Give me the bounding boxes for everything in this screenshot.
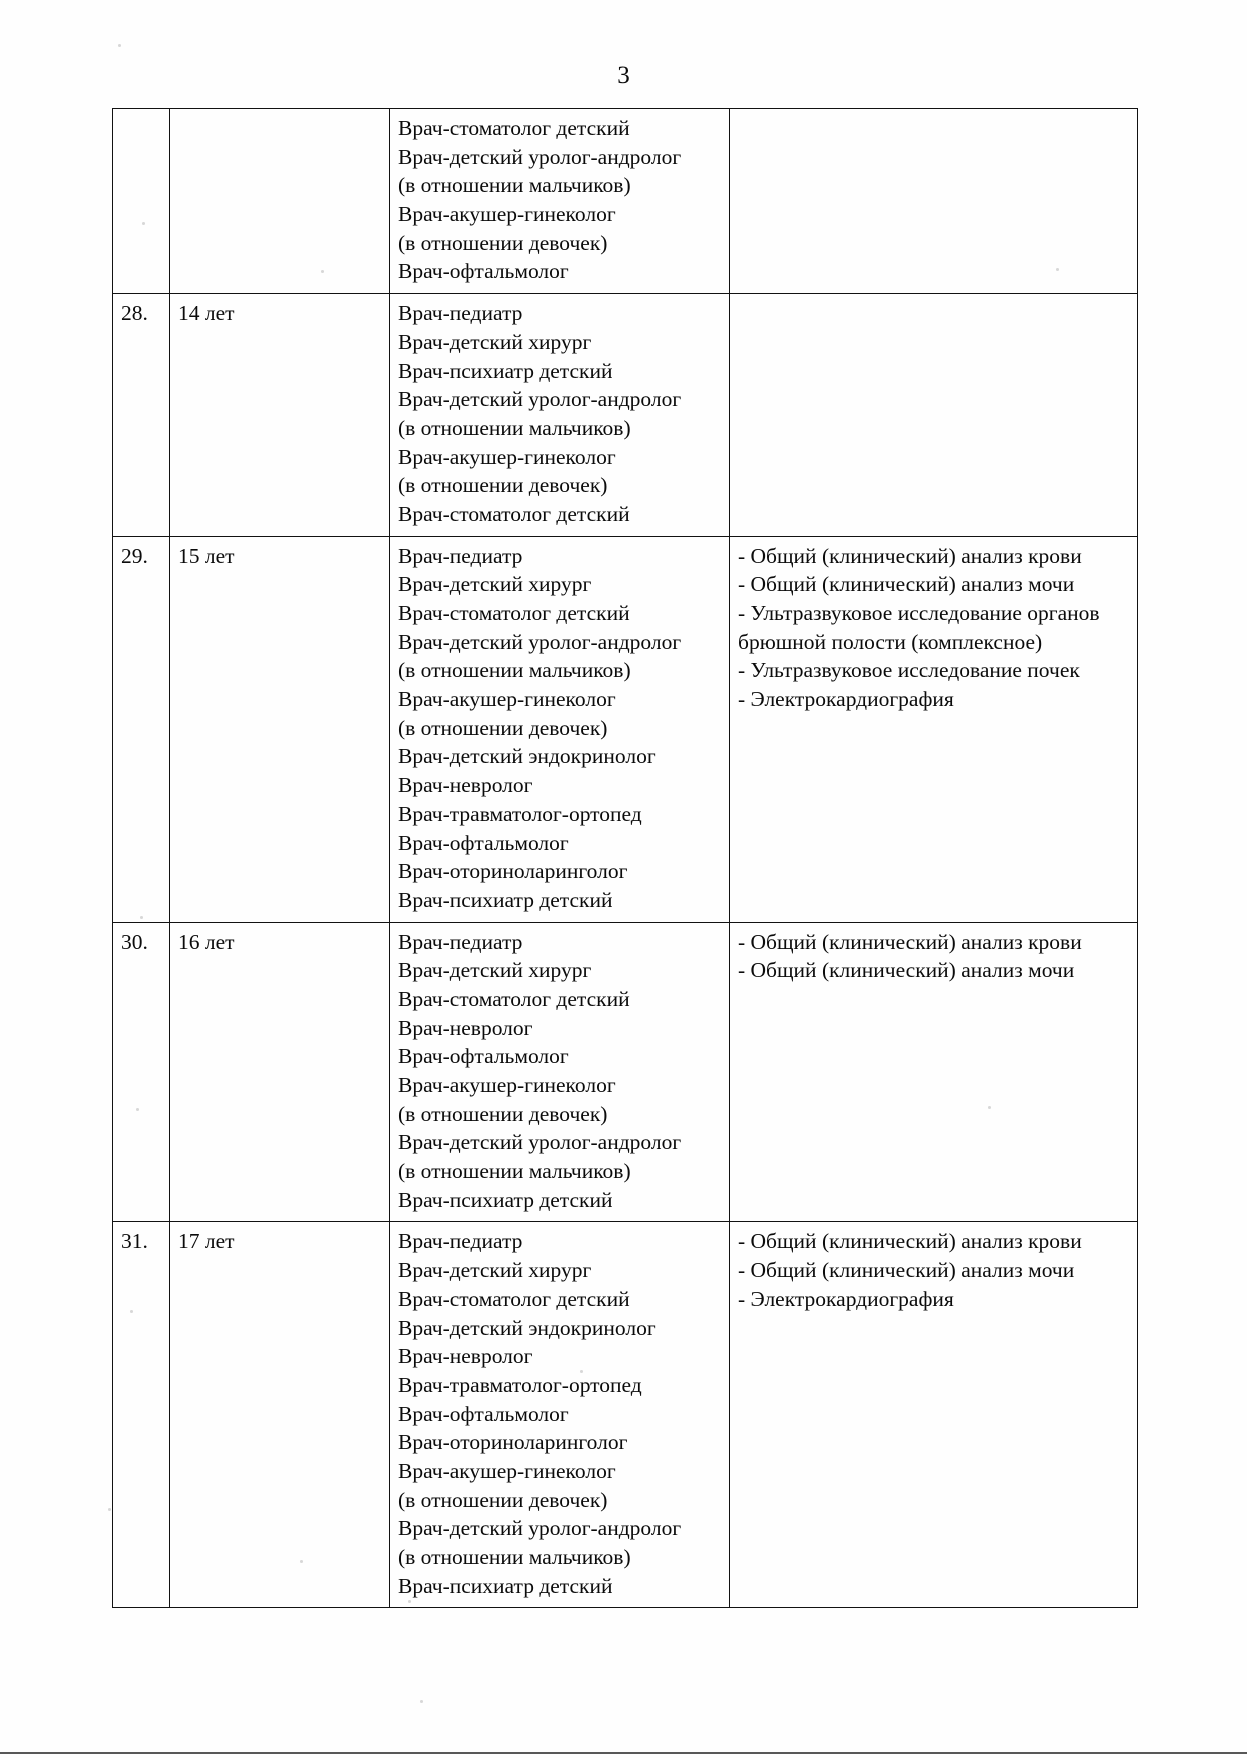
row-labs-cell [730, 1222, 1138, 1608]
specialist-line: (в отношении мальчиков) [398, 173, 631, 198]
specialist-line: Врач-детский уролог-андролог [398, 629, 682, 654]
specialist-line: Врач-детский эндокринолог [398, 1315, 656, 1340]
row-specialists-cell [390, 536, 730, 922]
specialist-line: Врач-невролог [398, 1015, 533, 1040]
scan-speck [140, 916, 143, 919]
lab-line: - Общий (клинический) анализ крови [738, 1229, 1082, 1254]
row-number-cell [113, 109, 170, 294]
scan-speck [118, 44, 121, 47]
specialist-line: (в отношении девочек) [398, 473, 608, 498]
table-row [113, 922, 1138, 1222]
row-age-cell: 15 лет [170, 536, 390, 922]
scan-speck [300, 1560, 303, 1563]
lab-line: - Общий (клинический) анализ мочи [738, 1258, 1075, 1283]
specialist-line: Врач-детский хирург [398, 329, 592, 354]
scan-speck [408, 1600, 411, 1603]
specialist-line: Врач-стоматолог детский [398, 116, 630, 140]
row-age-cell: 14 лет [170, 294, 390, 537]
specialist-line: Врач-травматолог-ортопед [398, 801, 642, 826]
scan-speck [108, 1508, 111, 1511]
row-number-cell: 28. [113, 294, 170, 537]
scan-speck [142, 222, 145, 225]
specialist-line: Врач-акушер-гинеколог [398, 1458, 616, 1483]
specialist-line: Врач-психиатр детский [398, 887, 613, 912]
schedule-table [112, 108, 1138, 1608]
specialist-line: (в отношении мальчиков) [398, 1159, 631, 1184]
specialist-line: Врач-детский хирург [398, 1258, 592, 1283]
page-number: 3 [617, 62, 630, 89]
specialist-line: Врач-детский хирург [398, 958, 592, 983]
row-labs-cell [730, 536, 1138, 922]
specialist-line: Врач-педиатр [398, 1229, 523, 1254]
row-number-cell: 30. [113, 922, 170, 1222]
specialist-line: Врач-педиатр [398, 543, 523, 568]
row-labs-cell [730, 294, 1138, 537]
specialist-line: Врач-стоматолог детский [398, 1286, 630, 1311]
specialist-line: Врач-стоматолог детский [398, 986, 630, 1011]
row-age-cell [170, 109, 390, 294]
specialist-line: Врач-стоматолог детский [398, 601, 630, 625]
specialist-line: Врач-детский уролог-андролог [398, 387, 682, 412]
scan-speck [130, 1310, 133, 1313]
row-specialists-cell [390, 1222, 730, 1608]
row-number-cell: 31. [113, 1222, 170, 1608]
specialist-line: (в отношении мальчиков) [398, 415, 631, 440]
specialist-line: Врач-оториноларинголог [398, 1430, 628, 1455]
specialist-line: (в отношении девочек) [398, 1487, 608, 1512]
specialist-line: (в отношении девочек) [398, 230, 608, 255]
lab-line: - Ультразвуковое исследование почек [738, 658, 1080, 683]
specialist-line: Врач-офтальмолог [398, 1401, 569, 1426]
row-age-cell: 17 лет [170, 1222, 390, 1608]
specialist-line: Врач-стоматолог детский [398, 501, 630, 526]
specialist-line: Врач-невролог [398, 773, 533, 798]
scan-speck [1056, 268, 1059, 271]
lab-line: - Ультразвуковое исследование органов брюшной полости (комплексное) [738, 601, 1100, 654]
row-specialists-cell [390, 294, 730, 537]
specialist-line: Врач-детский хирург [398, 572, 592, 597]
row-specialists-cell [390, 109, 730, 294]
scan-speck [420, 1700, 423, 1703]
specialist-line: Врач-психиатр детский [398, 1187, 613, 1212]
specialist-line: (в отношении мальчиков) [398, 658, 631, 683]
specialist-line: Врач-детский уролог-андролог [398, 1130, 682, 1155]
specialist-line: Врач-оториноларинголог [398, 859, 628, 884]
specialist-line: Врач-психиатр детский [398, 1573, 613, 1598]
table-body [113, 109, 1138, 1608]
lab-line: - Общий (клинический) анализ крови [738, 543, 1082, 568]
scan-speck [988, 1106, 991, 1109]
specialist-line: (в отношении девочек) [398, 715, 608, 740]
specialist-line: Врач-педиатр [398, 929, 523, 954]
specialist-line: Врач-психиатр детский [398, 358, 613, 383]
specialist-line: Врач-акушер-гинеколог [398, 444, 616, 469]
specialist-line: Врач-невролог [398, 1344, 533, 1369]
lab-line: - Общий (клинический) анализ мочи [738, 958, 1075, 983]
specialist-line: Врач-акушер-гинеколог [398, 687, 616, 712]
scan-speck [321, 270, 324, 273]
specialist-line: (в отношении девочек) [398, 1101, 608, 1126]
specialist-line: Врач-офтальмолог [398, 1044, 569, 1069]
table-row [113, 536, 1138, 922]
table-row [113, 1222, 1138, 1608]
specialist-line: Врач-педиатр [398, 301, 523, 326]
specialist-line: Врач-офтальмолог [398, 830, 569, 855]
specialist-line: Врач-акушер-гинеколог [398, 1073, 616, 1097]
row-labs-cell [730, 922, 1138, 1222]
table-row [113, 109, 1138, 294]
lab-line: - Общий (клинический) анализ крови [738, 929, 1082, 954]
specialist-line: Врач-детский уролог-андролог [398, 1516, 682, 1541]
lab-line: - Электрокардиография [738, 1286, 954, 1311]
medical-examination-table [112, 108, 1137, 1608]
specialist-line: Врач-детский эндокринолог [398, 744, 656, 769]
specialist-line: Врач-детский уролог-андролог [398, 144, 682, 169]
specialist-line: Врач-офтальмолог [398, 259, 569, 284]
row-labs-cell [730, 109, 1138, 294]
specialist-line: (в отношении мальчиков) [398, 1545, 631, 1569]
scan-speck [580, 1370, 583, 1373]
lab-line: - Электрокардиография [738, 687, 954, 712]
table-row [113, 294, 1138, 537]
row-number-cell: 29. [113, 536, 170, 922]
lab-line: - Общий (клинический) анализ мочи [738, 572, 1075, 597]
row-age-cell: 16 лет [170, 922, 390, 1222]
scan-speck [136, 1108, 139, 1111]
specialist-line: Врач-травматолог-ортопед [398, 1372, 642, 1397]
page-bottom-rule [0, 1752, 1247, 1754]
row-specialists-cell [390, 922, 730, 1222]
specialist-line: Врач-акушер-гинеколог [398, 202, 616, 227]
